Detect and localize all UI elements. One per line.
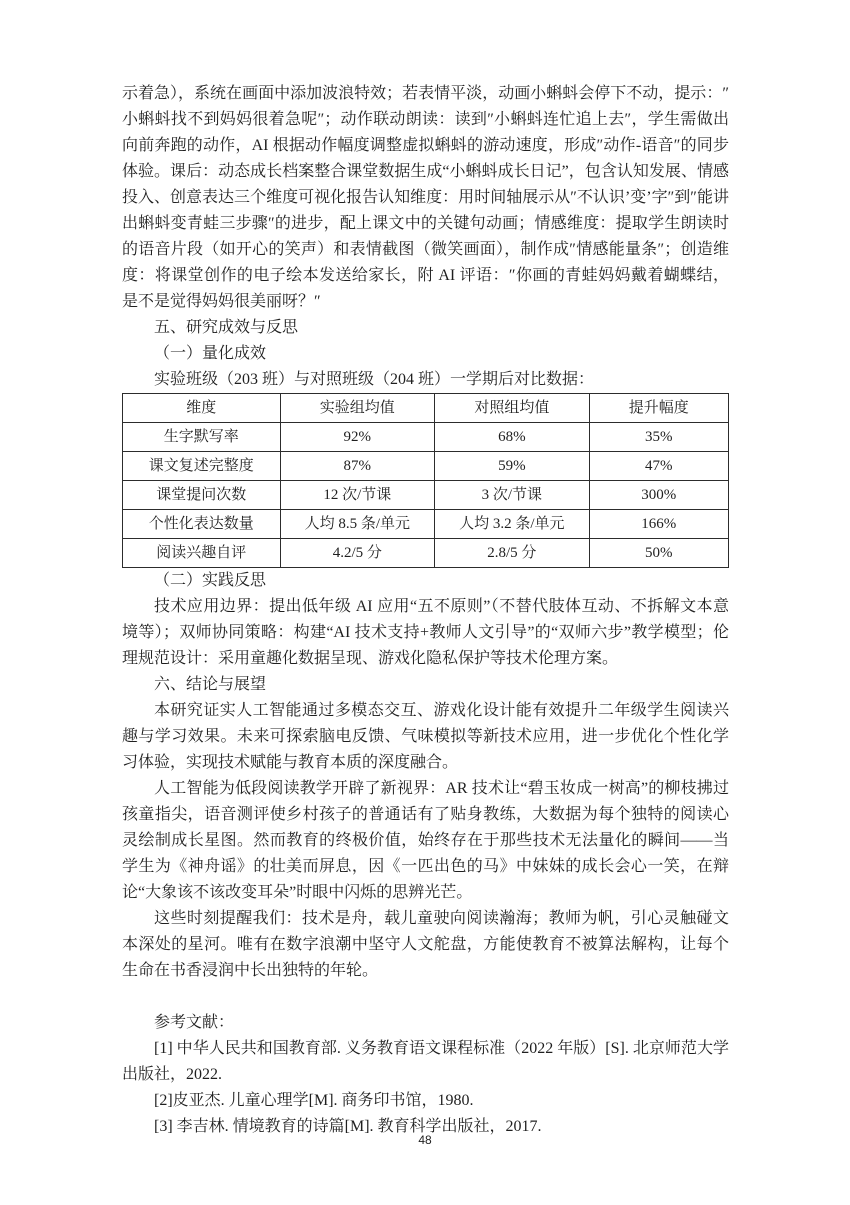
table-cell: 300%: [589, 481, 728, 510]
table-row: [123, 423, 729, 452]
table-cell: 87%: [280, 452, 435, 481]
table-header-row: [123, 394, 729, 423]
paragraph-practice-reflection: 技术应用边界：提出低年级 AI 应用“五不原则”（不替代肢体互动、不拆解文本意境等）；双师协同策略：构建“AI 技术支持+教师人文引导”的“双师六步”教学模型；伦理规范设计：采用童趣化数据呈现、游戏化隐私保护等技术伦理方案。: [122, 598, 729, 667]
table-cell: 166%: [589, 510, 728, 539]
table-cell: 人均 3.2 条/单元: [435, 510, 590, 539]
table-cell: 50%: [589, 539, 728, 568]
table-cell: 4.2/5 分: [280, 539, 435, 568]
table-cell: 课文复述完整度: [123, 452, 281, 481]
subsection-heading-5-2: （二）实践反思: [154, 572, 267, 589]
paragraph-tadpole-lesson: 示着急），系统在画面中添加波浪特效；若表情平淡，动画小蝌蚪会停下不动，提示：″小蝌蚪找不到妈妈很着急呢″；动作联动朗读：读到″小蝌蚪连忙追上去″，学生需做出向前奔跑的动作，AI 根据动作幅度调整虚拟蝌蚪的游动速度，形成″动作-语音″的同步体验。课后：动态成长档案整合课堂数据生成“小蝌蚪成长日记”，包含认知发展、情感投入、创意表达三个维度可视化报告认知维度：用时间轴展示从″不认识’变’字″到″能讲出蝌蚪变青蛙三步骤″的进步，配上课文中的关键句动画；情感维度：提取学生朗读时的语音片段（如开心的笑声）和表情截图（微笑画面），制作成″情感能量条″；创造维度：将课堂创作的电子绘本发送给家长，附 AI 评语：″你画的青蛙妈妈戴着蝴蝶结，是不是觉得妈妈很美丽呀？″: [122, 85, 729, 310]
table-cell: 3 次/节课: [435, 481, 590, 510]
references-heading: 参考文献：: [154, 1014, 235, 1031]
table-cell: 课堂提问次数: [123, 481, 281, 510]
table-row: [123, 481, 729, 510]
table-cell: 92%: [280, 423, 435, 452]
table-cell: 59%: [435, 452, 590, 481]
reference-item-1: [1] 中华人民共和国教育部. 义务教育语文课程标准（2022 年版）[S]. 北京师范大学出版社，2022.: [122, 1040, 729, 1083]
table-row: [123, 510, 729, 539]
section-heading-6: 六、结论与展望: [154, 676, 267, 693]
reference-item-3: [3] 李吉林. 情境教育的诗篇[M]. 教育科学出版社，2017.: [154, 1118, 542, 1135]
section-heading-5: 五、研究成效与反思: [154, 319, 299, 336]
paragraph-conclusion-2: 人工智能为低段阅读教学开辟了新视界：AR 技术让“碧玉妆成一树高”的柳枝拂过孩童指尖，语音测评使乡村孩子的普通话有了贴身教练，大数据为每个独特的阅读心灵绘制成长星图。然而教育的终极价值，始终存在于那些技术无法量化的瞬间——当学生为《神舟谣》的壮美而屏息，因《一匹出色的马》中妹妹的成长会心一笑，在辩论“大象该不该改变耳朵”时眼中闪烁的思辨光芒。: [122, 780, 729, 901]
results-table: [122, 393, 729, 568]
table-header-improvement: 提升幅度: [589, 394, 728, 423]
table-cell: 阅读兴趣自评: [123, 539, 281, 568]
table-intro: 实验班级（203 班）与对照班级（204 班）一学期后对比数据：: [154, 371, 595, 388]
page-number: 48: [418, 1133, 432, 1147]
subsection-heading-5-1: （一）量化成效: [154, 345, 267, 362]
table-cell: 人均 8.5 条/单元: [280, 510, 435, 539]
table-cell: 47%: [589, 452, 728, 481]
table-header-control: 对照组均值: [435, 394, 590, 423]
paragraph-conclusion-3: 这些时刻提醒我们：技术是舟，载儿童驶向阅读瀚海；教师为帆，引心灵触碰文本深处的星河。唯有在数字浪潮中坚守人文舵盘，方能使教育不被算法解构，让每个生命在书香浸润中长出独特的年轮。: [122, 910, 729, 979]
page-body: [122, 81, 729, 1140]
table-cell: 35%: [589, 423, 728, 452]
table-cell: 12 次/节课: [280, 481, 435, 510]
table-cell: 生字默写率: [123, 423, 281, 452]
table-header-experimental: 实验组均值: [280, 394, 435, 423]
reference-item-2: [2]皮亚杰. 儿童心理学[M]. 商务印书馆，1980.: [154, 1092, 474, 1109]
table-row: [123, 452, 729, 481]
paragraph-conclusion-1: 本研究证实人工智能通过多模态交互、游戏化设计能有效提升二年级学生阅读兴趣与学习效果。未来可探索脑电反馈、气味模拟等新技术应用，进一步优化个性化学习体验，实现技术赋能与教育本质的深度融合。: [122, 702, 729, 771]
table-cell: 个性化表达数量: [123, 510, 281, 539]
blank-line: [122, 984, 729, 1010]
table-cell: 2.8/5 分: [435, 539, 590, 568]
table-row: [123, 539, 729, 568]
table-cell: 68%: [435, 423, 590, 452]
table-header-dimension: 维度: [123, 394, 281, 423]
